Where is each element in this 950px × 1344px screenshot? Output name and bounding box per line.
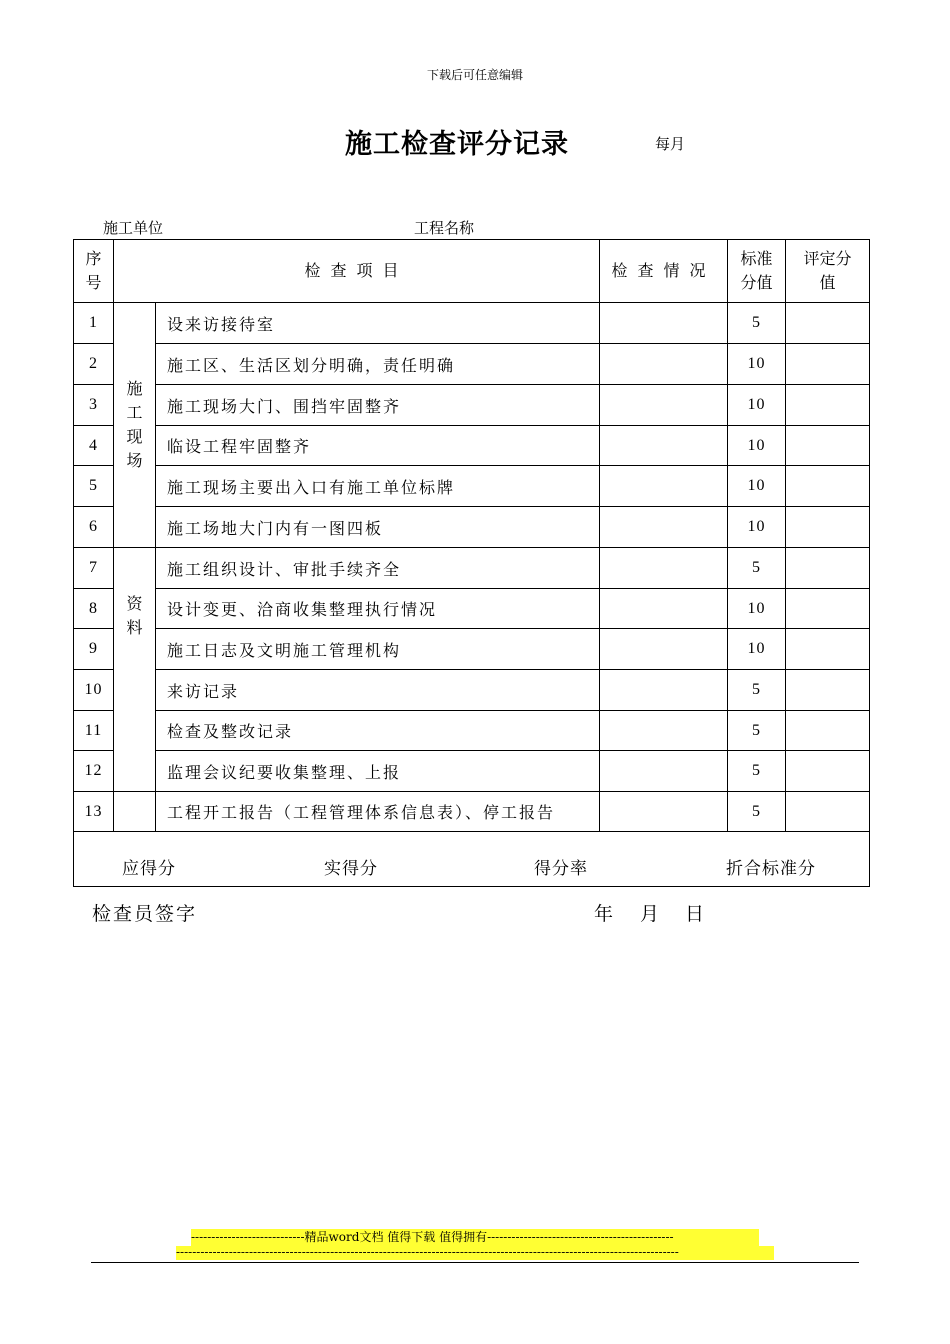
row-standard-score: 10 bbox=[728, 426, 786, 466]
row-evaluated-score[interactable] bbox=[786, 670, 870, 711]
header-no-line1: 序 bbox=[85, 249, 102, 268]
table-row bbox=[74, 670, 870, 711]
row-item: 临设工程牢固整齐 bbox=[156, 426, 600, 466]
row-item: 来访记录 bbox=[156, 670, 600, 711]
row-situation[interactable] bbox=[600, 589, 728, 629]
row-item: 检查及整改记录 bbox=[156, 711, 600, 751]
converted-score-label: 折合标准分 bbox=[726, 859, 816, 879]
row-no: 2 bbox=[74, 344, 114, 385]
table-row bbox=[74, 751, 870, 792]
row-no: 7 bbox=[74, 548, 114, 589]
table-row bbox=[74, 589, 870, 629]
row-item: 施工日志及文明施工管理机构 bbox=[156, 629, 600, 670]
table-row bbox=[74, 711, 870, 751]
group-docs-char: 料 bbox=[126, 618, 143, 637]
row-no: 4 bbox=[74, 426, 114, 466]
group-site-char: 工 bbox=[126, 403, 143, 422]
row-no: 3 bbox=[74, 385, 114, 426]
row-standard-score: 10 bbox=[728, 507, 786, 548]
row-standard-score: 5 bbox=[728, 792, 786, 832]
table-row bbox=[74, 303, 870, 344]
row-situation[interactable] bbox=[600, 426, 728, 466]
row-evaluated-score[interactable] bbox=[786, 385, 870, 426]
row-no: 10 bbox=[74, 670, 114, 711]
header-eval-line1: 评定分 bbox=[803, 249, 852, 268]
header-item: 检查项目 bbox=[114, 240, 600, 303]
row-evaluated-score[interactable] bbox=[786, 589, 870, 629]
row-item: 施工组织设计、审批手续齐全 bbox=[156, 548, 600, 589]
table-row bbox=[74, 792, 870, 832]
row-standard-score: 5 bbox=[728, 670, 786, 711]
group-site bbox=[114, 303, 156, 548]
row-evaluated-score[interactable] bbox=[786, 548, 870, 589]
row-evaluated-score[interactable] bbox=[786, 751, 870, 792]
table-row bbox=[74, 426, 870, 466]
header-no bbox=[74, 240, 114, 303]
row-item: 监理会议纪要收集整理、上报 bbox=[156, 751, 600, 792]
row-no: 6 bbox=[74, 507, 114, 548]
footer-dashes: ---------------------------------------------------------------------------------------------------------------------------- bbox=[176, 1246, 774, 1260]
table-row bbox=[74, 466, 870, 507]
row-no: 12 bbox=[74, 751, 114, 792]
row-group-empty bbox=[114, 792, 156, 832]
date-year-label: 年 bbox=[594, 903, 614, 925]
row-item: 施工现场主要出入口有施工单位标牌 bbox=[156, 466, 600, 507]
row-evaluated-score[interactable] bbox=[786, 629, 870, 670]
row-item: 施工现场大门、围挡牢固整齐 bbox=[156, 385, 600, 426]
summary-row bbox=[74, 832, 870, 887]
footer-rule bbox=[91, 1262, 859, 1263]
group-docs-char: 资 bbox=[126, 594, 143, 613]
project-name-label: 工程名称 bbox=[414, 219, 475, 237]
row-situation[interactable] bbox=[600, 507, 728, 548]
page-title: 施工检查评分记录 bbox=[345, 129, 569, 160]
row-situation[interactable] bbox=[600, 344, 728, 385]
score-rate-label: 得分率 bbox=[534, 859, 588, 879]
row-situation[interactable] bbox=[600, 670, 728, 711]
row-situation[interactable] bbox=[600, 751, 728, 792]
header-std-line1: 标准 bbox=[740, 249, 773, 268]
date-day-label: 日 bbox=[685, 903, 705, 925]
row-standard-score: 5 bbox=[728, 303, 786, 344]
group-site-char: 施 bbox=[126, 379, 143, 398]
row-standard-score: 10 bbox=[728, 466, 786, 507]
header-eval-line2: 值 bbox=[819, 273, 836, 292]
due-score-label: 应得分 bbox=[122, 859, 176, 879]
table-row bbox=[74, 385, 870, 426]
row-evaluated-score[interactable] bbox=[786, 507, 870, 548]
row-standard-score: 5 bbox=[728, 751, 786, 792]
row-item: 施工区、生活区划分明确，责任明确 bbox=[156, 344, 600, 385]
group-docs bbox=[114, 548, 156, 792]
row-standard-score: 10 bbox=[728, 385, 786, 426]
row-evaluated-score[interactable] bbox=[786, 303, 870, 344]
table-row bbox=[74, 344, 870, 385]
row-no: 13 bbox=[74, 792, 114, 832]
row-standard-score: 10 bbox=[728, 589, 786, 629]
inspection-table bbox=[73, 239, 870, 887]
row-situation[interactable] bbox=[600, 792, 728, 832]
row-no: 9 bbox=[74, 629, 114, 670]
header-std-line2: 分值 bbox=[740, 273, 773, 292]
row-evaluated-score[interactable] bbox=[786, 344, 870, 385]
table-row bbox=[74, 629, 870, 670]
row-evaluated-score[interactable] bbox=[786, 426, 870, 466]
row-no: 8 bbox=[74, 589, 114, 629]
row-situation[interactable] bbox=[600, 385, 728, 426]
row-situation[interactable] bbox=[600, 629, 728, 670]
row-situation[interactable] bbox=[600, 466, 728, 507]
summary-cell bbox=[74, 832, 870, 887]
row-standard-score: 5 bbox=[728, 548, 786, 589]
row-no: 5 bbox=[74, 466, 114, 507]
row-evaluated-score[interactable] bbox=[786, 711, 870, 751]
construction-unit-label: 施工单位 bbox=[103, 219, 164, 237]
row-standard-score: 10 bbox=[728, 344, 786, 385]
header-note: 下载后可任意编辑 bbox=[426, 68, 523, 82]
group-site-char: 现 bbox=[126, 427, 143, 446]
actual-score-label: 实得分 bbox=[324, 859, 378, 879]
group-site-char: 场 bbox=[126, 451, 143, 470]
row-situation[interactable] bbox=[600, 303, 728, 344]
table-row bbox=[74, 507, 870, 548]
row-item: 设计变更、洽商收集整理执行情况 bbox=[156, 589, 600, 629]
row-item: 设来访接待室 bbox=[156, 303, 600, 344]
row-item: 工程开工报告（工程管理体系信息表）、停工报告 bbox=[156, 792, 600, 832]
table-header-row bbox=[74, 240, 870, 303]
row-standard-score: 5 bbox=[728, 711, 786, 751]
date-month-label: 月 bbox=[640, 903, 660, 925]
inspector-signature-label: 检查员签字 bbox=[92, 903, 198, 925]
row-situation[interactable] bbox=[600, 711, 728, 751]
header-evaluated-score bbox=[786, 240, 870, 303]
row-situation[interactable] bbox=[600, 548, 728, 589]
row-evaluated-score[interactable] bbox=[786, 466, 870, 507]
row-no: 11 bbox=[74, 711, 114, 751]
header-no-line2: 号 bbox=[85, 273, 102, 292]
footer-banner: ----------------------------精品word文档 值得下载 值得拥有---------------------------------------------- bbox=[191, 1229, 759, 1246]
row-standard-score: 10 bbox=[728, 629, 786, 670]
table-row bbox=[74, 548, 870, 589]
header-situation: 检查情况 bbox=[600, 240, 728, 303]
row-item: 施工场地大门内有一图四板 bbox=[156, 507, 600, 548]
row-evaluated-score[interactable] bbox=[786, 792, 870, 832]
row-no: 1 bbox=[74, 303, 114, 344]
header-standard-score bbox=[728, 240, 786, 303]
frequency-label: 每月 bbox=[655, 135, 686, 153]
